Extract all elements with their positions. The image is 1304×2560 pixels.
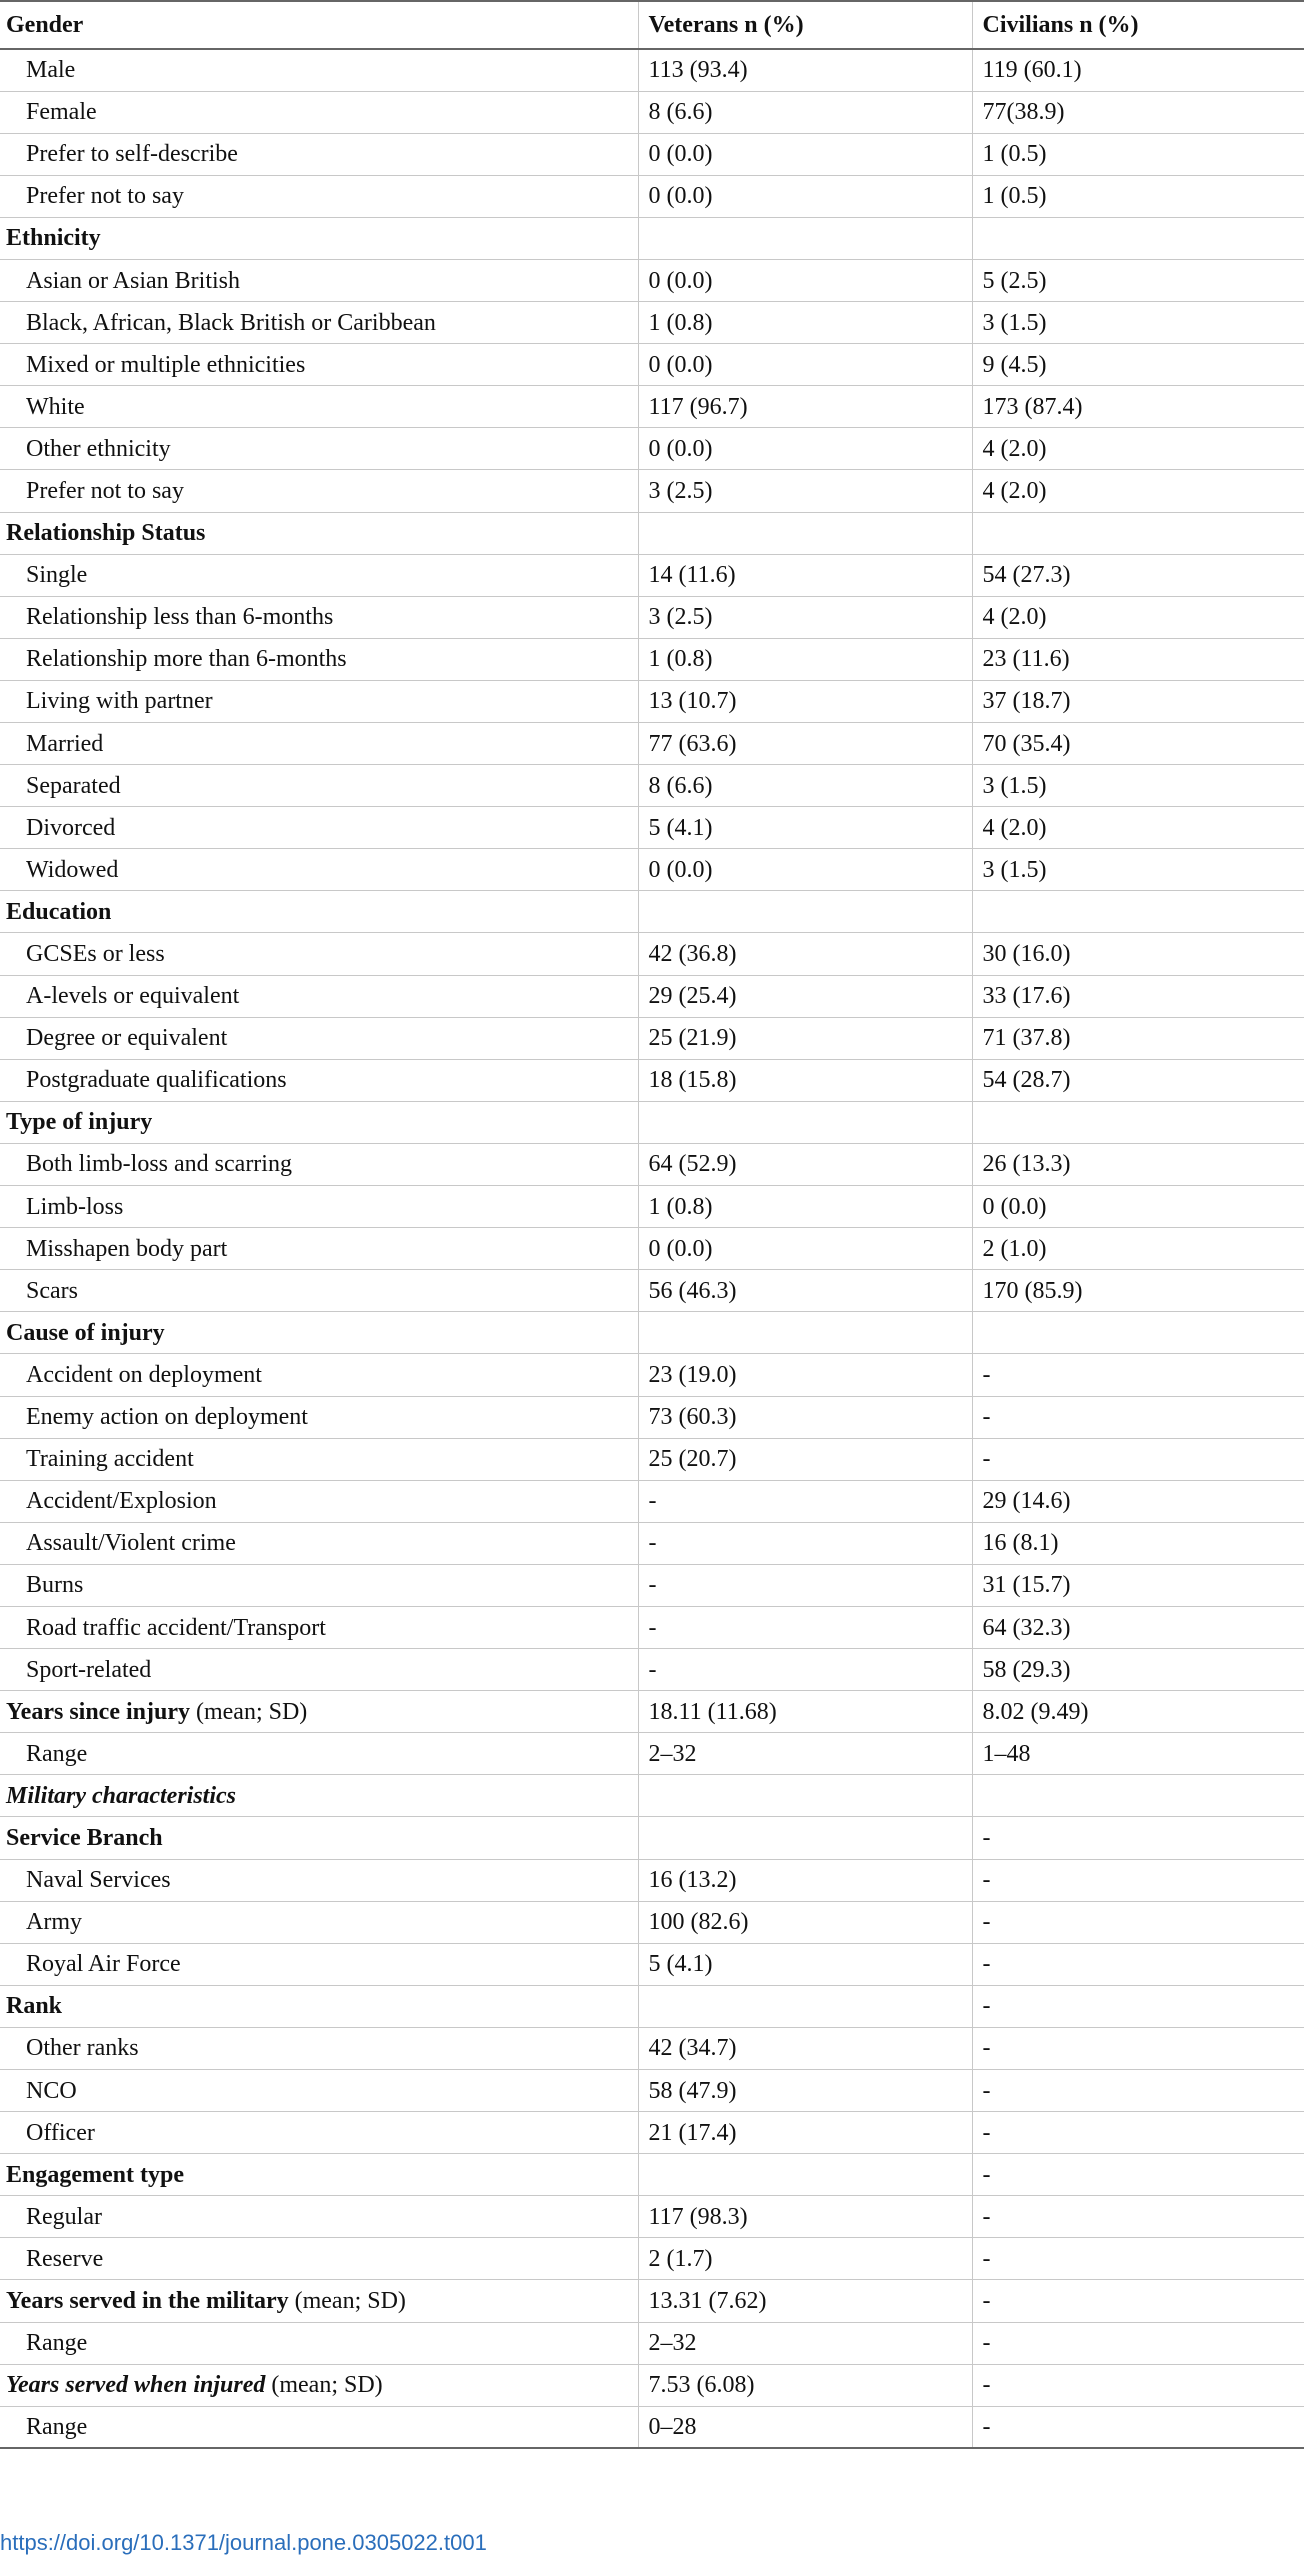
row-label: Other ranks	[0, 2027, 638, 2069]
civilians-value: -	[972, 2406, 1304, 2448]
table-row	[0, 1017, 1304, 1059]
doi-link[interactable]: https://doi.org/10.1371/journal.pone.0305022.t001	[0, 2530, 487, 2555]
civilians-value: -	[972, 1985, 1304, 2027]
civilians-value: 23 (11.6)	[972, 638, 1304, 680]
table-row	[0, 1354, 1304, 1396]
row-label: Range	[0, 2322, 638, 2364]
row-label: Asian or Asian British	[0, 259, 638, 301]
civilians-value: -	[972, 2154, 1304, 2196]
civilians-value: -	[972, 2027, 1304, 2069]
veterans-value: 1 (0.8)	[638, 302, 972, 344]
row-label: Royal Air Force	[0, 1943, 638, 1985]
veterans-value: 0 (0.0)	[638, 259, 972, 301]
civilians-value: 4 (2.0)	[972, 596, 1304, 638]
row-label: Separated	[0, 765, 638, 807]
row-label: Ethnicity	[0, 217, 638, 259]
veterans-value: 0 (0.0)	[638, 175, 972, 217]
table-row	[0, 386, 1304, 428]
civilians-value: 77(38.9)	[972, 91, 1304, 133]
table-header-row	[0, 1, 1304, 49]
civilians-value: 5 (2.5)	[972, 259, 1304, 301]
veterans-value: 42 (34.7)	[638, 2027, 972, 2069]
civilians-value: -	[972, 1354, 1304, 1396]
veterans-value: 3 (2.5)	[638, 596, 972, 638]
veterans-value: 5 (4.1)	[638, 807, 972, 849]
civilians-value: 33 (17.6)	[972, 975, 1304, 1017]
veterans-value: 58 (47.9)	[638, 2070, 972, 2112]
veterans-value: 7.53 (6.08)	[638, 2364, 972, 2406]
veterans-value: 2 (1.7)	[638, 2238, 972, 2280]
table-row	[0, 596, 1304, 638]
veterans-value: 2–32	[638, 2322, 972, 2364]
row-label: Rank	[0, 1985, 638, 2027]
header-veterans: Veterans n (%)	[638, 1, 972, 49]
veterans-value: 117 (96.7)	[638, 386, 972, 428]
table-row	[0, 2322, 1304, 2364]
veterans-value: -	[638, 1649, 972, 1691]
row-label: Postgraduate qualifications	[0, 1059, 638, 1101]
table-row	[0, 1649, 1304, 1691]
veterans-value: 73 (60.3)	[638, 1396, 972, 1438]
table-row	[0, 933, 1304, 975]
veterans-value: 56 (46.3)	[638, 1270, 972, 1312]
veterans-value: 0 (0.0)	[638, 344, 972, 386]
civilians-value: -	[972, 1901, 1304, 1943]
civilians-value: 119 (60.1)	[972, 49, 1304, 91]
table-row	[0, 1480, 1304, 1522]
row-label: Mixed or multiple ethnicities	[0, 344, 638, 386]
table-row	[0, 1817, 1304, 1859]
civilians-value: -	[972, 2280, 1304, 2322]
table-row	[0, 2406, 1304, 2448]
civilians-value	[972, 1101, 1304, 1143]
veterans-value: 42 (36.8)	[638, 933, 972, 975]
veterans-value: -	[638, 1564, 972, 1606]
row-label: Regular	[0, 2196, 638, 2238]
table-row	[0, 512, 1304, 554]
table-row	[0, 302, 1304, 344]
civilians-value: 26 (13.3)	[972, 1143, 1304, 1185]
veterans-value: -	[638, 1522, 972, 1564]
table-row	[0, 259, 1304, 301]
civilians-value: 70 (35.4)	[972, 723, 1304, 765]
table-row	[0, 1859, 1304, 1901]
row-label-bold: Years served when injured	[6, 2372, 266, 2399]
veterans-value: 0 (0.0)	[638, 849, 972, 891]
civilians-value: 4 (2.0)	[972, 807, 1304, 849]
row-label: Female	[0, 91, 638, 133]
table-row	[0, 49, 1304, 91]
row-label: Accident on deployment	[0, 1354, 638, 1396]
table-row	[0, 470, 1304, 512]
row-label: Scars	[0, 1270, 638, 1312]
table-row	[0, 2364, 1304, 2406]
civilians-value: -	[972, 1817, 1304, 1859]
civilians-value	[972, 891, 1304, 933]
table-row	[0, 1186, 1304, 1228]
veterans-value	[638, 1312, 972, 1354]
row-label: Relationship more than 6-months	[0, 638, 638, 680]
civilians-value: 3 (1.5)	[972, 302, 1304, 344]
civilians-value: 16 (8.1)	[972, 1522, 1304, 1564]
row-label: Divorced	[0, 807, 638, 849]
veterans-value: 77 (63.6)	[638, 723, 972, 765]
row-label: Male	[0, 49, 638, 91]
civilians-value: 4 (2.0)	[972, 428, 1304, 470]
civilians-value: 30 (16.0)	[972, 933, 1304, 975]
row-label: Naval Services	[0, 1859, 638, 1901]
veterans-value: 0–28	[638, 2406, 972, 2448]
row-label: Misshapen body part	[0, 1228, 638, 1270]
veterans-value: 8 (6.6)	[638, 91, 972, 133]
table-row	[0, 1733, 1304, 1775]
civilians-value: -	[972, 1438, 1304, 1480]
row-label: NCO	[0, 2070, 638, 2112]
veterans-value: 29 (25.4)	[638, 975, 972, 1017]
veterans-value: 23 (19.0)	[638, 1354, 972, 1396]
row-label: Prefer to self-describe	[0, 133, 638, 175]
civilians-value: -	[972, 2238, 1304, 2280]
row-label: Relationship less than 6-months	[0, 596, 638, 638]
civilians-value	[972, 512, 1304, 554]
veterans-value	[638, 2154, 972, 2196]
veterans-value: 117 (98.3)	[638, 2196, 972, 2238]
row-label: Married	[0, 723, 638, 765]
row-label: Officer	[0, 2112, 638, 2154]
veterans-value: 14 (11.6)	[638, 554, 972, 596]
civilians-value: 0 (0.0)	[972, 1186, 1304, 1228]
civilians-value: 29 (14.6)	[972, 1480, 1304, 1522]
civilians-value: -	[972, 1943, 1304, 1985]
row-label: GCSEs or less	[0, 933, 638, 975]
row-label: White	[0, 386, 638, 428]
table-row	[0, 1606, 1304, 1648]
row-label-suffix: (mean; SD)	[189, 1698, 308, 1725]
table-row	[0, 2070, 1304, 2112]
row-label: Living with partner	[0, 680, 638, 722]
row-label: Education	[0, 891, 638, 933]
table-row	[0, 2112, 1304, 2154]
veterans-value: 8 (6.6)	[638, 765, 972, 807]
table-row	[0, 133, 1304, 175]
row-label	[0, 1691, 638, 1733]
civilians-value: 173 (87.4)	[972, 386, 1304, 428]
row-label: Sport-related	[0, 1649, 638, 1691]
civilians-value: -	[972, 2112, 1304, 2154]
table-row	[0, 1943, 1304, 1985]
veterans-value	[638, 1817, 972, 1859]
civilians-value: 4 (2.0)	[972, 470, 1304, 512]
veterans-value	[638, 891, 972, 933]
civilians-value: 31 (15.7)	[972, 1564, 1304, 1606]
table-row	[0, 2027, 1304, 2069]
row-label: Road traffic accident/Transport	[0, 1606, 638, 1648]
civilians-value: -	[972, 2070, 1304, 2112]
civilians-value	[972, 1775, 1304, 1817]
row-label: Accident/Explosion	[0, 1480, 638, 1522]
row-label: Military characteristics	[0, 1775, 638, 1817]
civilians-value: 3 (1.5)	[972, 765, 1304, 807]
table-row	[0, 2196, 1304, 2238]
veterans-value: 5 (4.1)	[638, 1943, 972, 1985]
civilians-value: 2 (1.0)	[972, 1228, 1304, 1270]
row-label: Cause of injury	[0, 1312, 638, 1354]
civilians-value: 54 (27.3)	[972, 554, 1304, 596]
row-label-suffix: (mean; SD)	[265, 2372, 383, 2399]
veterans-value	[638, 1775, 972, 1817]
table-row	[0, 2154, 1304, 2196]
table-row	[0, 2280, 1304, 2322]
veterans-value: 16 (13.2)	[638, 1859, 972, 1901]
table-row	[0, 1901, 1304, 1943]
row-label: A-levels or equivalent	[0, 975, 638, 1017]
civilians-value: 54 (28.7)	[972, 1059, 1304, 1101]
header-civilians: Civilians n (%)	[972, 1, 1304, 49]
row-label: Service Branch	[0, 1817, 638, 1859]
row-label-bold: Years served in the military	[6, 2288, 289, 2315]
table-body	[0, 49, 1304, 2448]
row-label: Black, African, Black British or Caribbean	[0, 302, 638, 344]
civilians-value: 170 (85.9)	[972, 1270, 1304, 1312]
civilians-value	[972, 1312, 1304, 1354]
table-row	[0, 1985, 1304, 2027]
civilians-value: 9 (4.5)	[972, 344, 1304, 386]
veterans-value: 25 (20.7)	[638, 1438, 972, 1480]
veterans-value: 1 (0.8)	[638, 1186, 972, 1228]
row-label: Limb-loss	[0, 1186, 638, 1228]
table-row	[0, 2238, 1304, 2280]
row-label: Range	[0, 1733, 638, 1775]
table-row	[0, 1522, 1304, 1564]
header-gender: Gender	[0, 1, 638, 49]
table-row	[0, 1101, 1304, 1143]
table-row	[0, 765, 1304, 807]
row-label: Relationship Status	[0, 512, 638, 554]
civilians-value: -	[972, 1859, 1304, 1901]
table-row	[0, 91, 1304, 133]
veterans-value: 13.31 (7.62)	[638, 2280, 972, 2322]
veterans-value: 13 (10.7)	[638, 680, 972, 722]
veterans-value: 0 (0.0)	[638, 1228, 972, 1270]
table-row	[0, 344, 1304, 386]
civilians-value: -	[972, 2196, 1304, 2238]
table-row	[0, 554, 1304, 596]
table-row	[0, 1438, 1304, 1480]
veterans-value: 0 (0.0)	[638, 133, 972, 175]
veterans-value: -	[638, 1480, 972, 1522]
table-row	[0, 1691, 1304, 1733]
veterans-value: 100 (82.6)	[638, 1901, 972, 1943]
table-row	[0, 849, 1304, 891]
veterans-value: 21 (17.4)	[638, 2112, 972, 2154]
row-label: Prefer not to say	[0, 175, 638, 217]
civilians-value: 64 (32.3)	[972, 1606, 1304, 1648]
row-label	[0, 2364, 638, 2406]
civilians-value: 1 (0.5)	[972, 175, 1304, 217]
row-label: Type of injury	[0, 1101, 638, 1143]
table-row	[0, 1143, 1304, 1185]
row-label: Engagement type	[0, 2154, 638, 2196]
row-label: Reserve	[0, 2238, 638, 2280]
civilians-value: 1 (0.5)	[972, 133, 1304, 175]
row-label: Training accident	[0, 1438, 638, 1480]
veterans-value: 25 (21.9)	[638, 1017, 972, 1059]
row-label: Range	[0, 2406, 638, 2448]
civilians-value: 3 (1.5)	[972, 849, 1304, 891]
row-label: Enemy action on deployment	[0, 1396, 638, 1438]
veterans-value: 18 (15.8)	[638, 1059, 972, 1101]
civilians-value: 8.02 (9.49)	[972, 1691, 1304, 1733]
table-row	[0, 975, 1304, 1017]
civilians-value: 37 (18.7)	[972, 680, 1304, 722]
table-row	[0, 1228, 1304, 1270]
table-row	[0, 1564, 1304, 1606]
civilians-value: -	[972, 1396, 1304, 1438]
veterans-value: -	[638, 1606, 972, 1648]
table-row	[0, 807, 1304, 849]
row-label: Both limb-loss and scarring	[0, 1143, 638, 1185]
veterans-value	[638, 1101, 972, 1143]
veterans-value: 113 (93.4)	[638, 49, 972, 91]
row-label: Degree or equivalent	[0, 1017, 638, 1059]
table-row	[0, 1312, 1304, 1354]
row-label: Other ethnicity	[0, 428, 638, 470]
table-row	[0, 175, 1304, 217]
veterans-value: 64 (52.9)	[638, 1143, 972, 1185]
table-row	[0, 638, 1304, 680]
row-label: Single	[0, 554, 638, 596]
row-label-bold: Years since injury	[6, 1698, 190, 1725]
veterans-value	[638, 512, 972, 554]
row-label: Prefer not to say	[0, 470, 638, 512]
veterans-value: 18.11 (11.68)	[638, 1691, 972, 1733]
table-row	[0, 1059, 1304, 1101]
row-label: Army	[0, 1901, 638, 1943]
civilians-value: 1–48	[972, 1733, 1304, 1775]
row-label-suffix: (mean; SD)	[288, 2288, 406, 2315]
civilians-value: 71 (37.8)	[972, 1017, 1304, 1059]
row-label	[0, 2280, 638, 2322]
veterans-value	[638, 217, 972, 259]
table-row	[0, 1270, 1304, 1312]
row-label: Widowed	[0, 849, 638, 891]
row-label: Assault/Violent crime	[0, 1522, 638, 1564]
veterans-value: 2–32	[638, 1733, 972, 1775]
veterans-value: 0 (0.0)	[638, 428, 972, 470]
civilians-value: -	[972, 2364, 1304, 2406]
row-label: Burns	[0, 1564, 638, 1606]
civilians-value: -	[972, 2322, 1304, 2364]
civilians-value: 58 (29.3)	[972, 1649, 1304, 1691]
civilians-value	[972, 217, 1304, 259]
table-row	[0, 723, 1304, 765]
table-row	[0, 217, 1304, 259]
table-row	[0, 1396, 1304, 1438]
veterans-value: 1 (0.8)	[638, 638, 972, 680]
veterans-value	[638, 1985, 972, 2027]
table-row	[0, 428, 1304, 470]
table-row	[0, 680, 1304, 722]
table-row	[0, 891, 1304, 933]
table-row	[0, 1775, 1304, 1817]
veterans-value: 3 (2.5)	[638, 470, 972, 512]
